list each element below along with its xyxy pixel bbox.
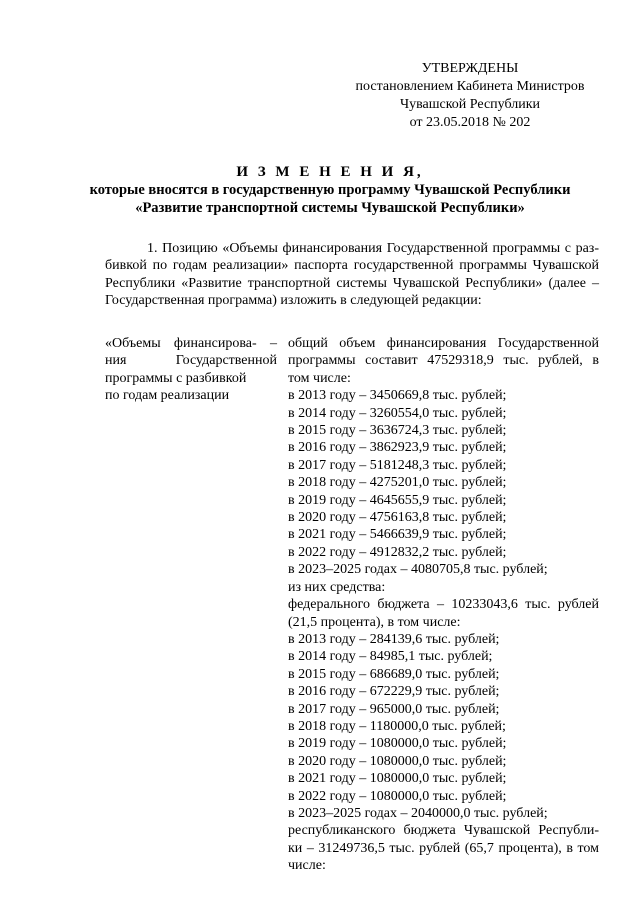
content-line: общий объем финансирования Государственной bbox=[288, 336, 599, 351]
title-line-2: «Развитие транспортной системы Чувашской Республики» bbox=[135, 200, 525, 216]
content-line: в 2022 году – 1080000,0 тыс. рублей; bbox=[288, 788, 507, 804]
content-line: в 2013 году – 3450669,8 тыс. рублей; bbox=[288, 388, 507, 404]
intro-line-3: Республики «Развитие транспортной системы Чувашской Республики» (далее – bbox=[105, 275, 599, 291]
title-word: И З М Е Н Е Н И Я, bbox=[236, 164, 424, 180]
intro-line-2: бивкой по годам реализации» паспорта государственной программы Чувашской bbox=[105, 258, 599, 274]
content-line: республиканского бюджета Чувашской Республи- bbox=[288, 823, 599, 839]
content-line: в 2013 году – 284139,6 тыс. рублей; bbox=[288, 631, 500, 647]
content-line: в 2020 году – 4756163,8 тыс. рублей; bbox=[288, 510, 507, 526]
content-line: в 2023–2025 годах – 2040000,0 тыс. рублей; bbox=[288, 805, 548, 821]
content-line: в 2015 году – 686689,0 тыс. рублей; bbox=[288, 666, 500, 682]
position-label-line-4: по годам реализации bbox=[105, 388, 230, 404]
intro-paragraph bbox=[105, 240, 599, 310]
document-title bbox=[70, 163, 590, 217]
content-line: в 2017 году – 5181248,3 тыс. рублей; bbox=[288, 457, 507, 473]
approval-date-number: от 23.05.2018 № 202 bbox=[409, 115, 531, 130]
approval-line-2: Чувашской Республики bbox=[399, 97, 541, 112]
content-line: в 2021 году – 1080000,0 тыс. рублей; bbox=[288, 771, 507, 787]
content-line: (21,5 процента), в том числе: bbox=[288, 614, 461, 630]
content-line: в 2016 году – 3862923,9 тыс. рублей; bbox=[288, 440, 507, 456]
content-line: программы составит 47529318,9 тыс. рублей, в bbox=[288, 353, 599, 369]
intro-line-4: Государственная программа) изложить в следующей редакции: bbox=[105, 293, 482, 309]
content-line: в 2019 году – 4645655,9 тыс. рублей; bbox=[288, 492, 507, 508]
content-line: ки – 31249736,5 тыс. рублей (65,7 процента), в том bbox=[288, 840, 599, 856]
content-line: в 2022 году – 4912832,2 тыс. рублей; bbox=[288, 544, 507, 560]
position-label-line-1: «Объемы финансирова- – bbox=[105, 336, 277, 351]
content-line: в 2014 году – 3260554,0 тыс. рублей; bbox=[288, 405, 507, 421]
content-line: в 2016 году – 672229,9 тыс. рублей; bbox=[288, 684, 500, 700]
approval-line-1: постановлением Кабинета Министров bbox=[355, 79, 585, 94]
intro-line-1: 1. Позицию «Объемы финансирования Государственной программы с раз- bbox=[147, 241, 599, 256]
content-line: в 2023–2025 годах – 4080705,8 тыс. рублей; bbox=[288, 562, 548, 578]
content-line: том числе: bbox=[288, 370, 351, 386]
financing-content bbox=[288, 335, 599, 875]
position-label-line-3: программы с разбивкой bbox=[105, 370, 247, 386]
position-label bbox=[105, 335, 277, 405]
approval-heading: УТВЕРЖДЕНЫ bbox=[421, 61, 519, 76]
content-line: числе: bbox=[288, 858, 326, 874]
content-line: в 2017 году – 965000,0 тыс. рублей; bbox=[288, 701, 500, 717]
approval-stamp bbox=[340, 60, 600, 132]
content-line: в 2018 году – 4275201,0 тыс. рублей; bbox=[288, 475, 507, 491]
content-line: в 2018 году – 1180000,0 тыс. рублей; bbox=[288, 718, 506, 734]
content-line: федерального бюджета – 10233043,6 тыс. рублей bbox=[288, 597, 599, 613]
content-line: в 2014 году – 84985,1 тыс. рублей; bbox=[288, 649, 493, 665]
title-line-1: которые вносятся в государственную программу Чувашской Республики bbox=[89, 182, 571, 198]
content-line: в 2019 году – 1080000,0 тыс. рублей; bbox=[288, 736, 507, 752]
content-line: из них средства: bbox=[288, 579, 386, 595]
content-line: в 2021 году – 5466639,9 тыс. рублей; bbox=[288, 527, 507, 543]
position-label-line-2: ния Государственной bbox=[105, 353, 277, 369]
content-line: в 2015 году – 3636724,3 тыс. рублей; bbox=[288, 423, 507, 439]
content-line: в 2020 году – 1080000,0 тыс. рублей; bbox=[288, 753, 507, 769]
